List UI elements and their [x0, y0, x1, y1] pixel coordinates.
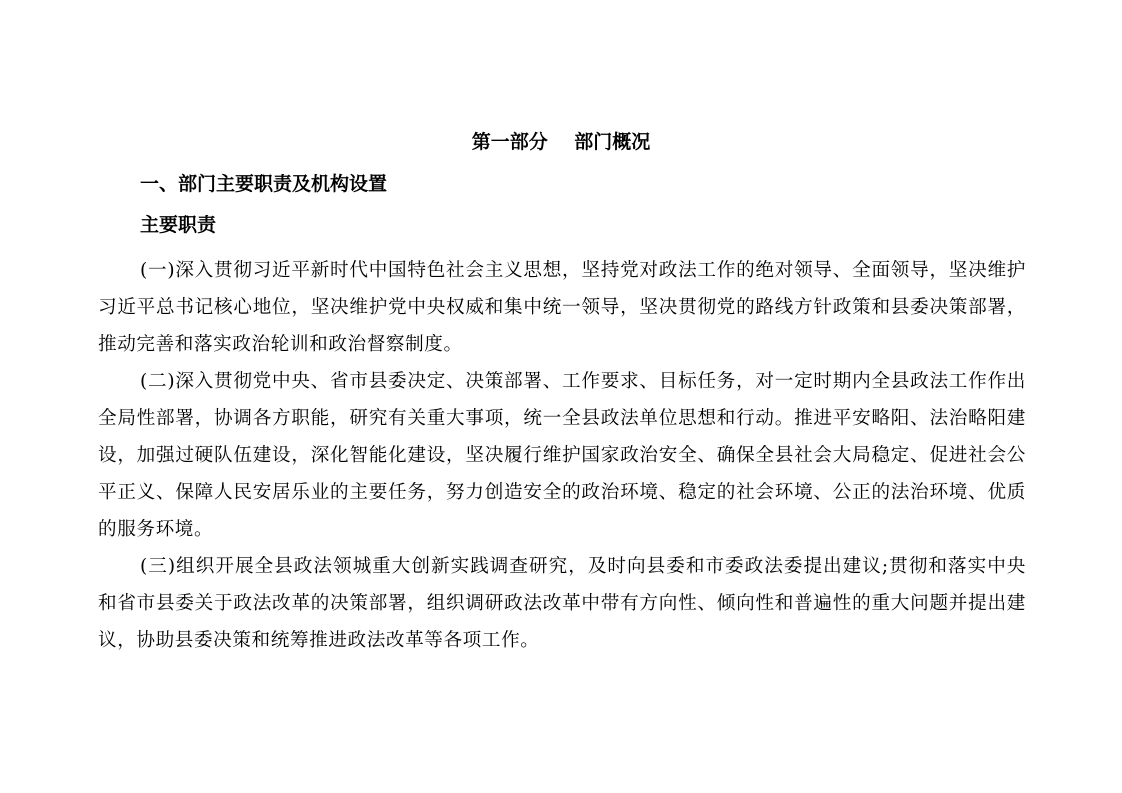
document-body: [98, 252, 1026, 659]
section-heading: 一、部门主要职责及机构设置: [140, 173, 388, 195]
paragraph-duty-1: (一)深入贯彻习近平新时代中国特色社会主义思想，坚持党对政法工作的绝对领导、全面领导，坚决维护习近平总书记核心地位，坚决维护党中央权威和集中统一领导，坚决贯彻党的路线方针政策和县委决策部署，推动完善和落实政治轮训和政治督察制度。: [98, 260, 1026, 355]
part-title: 第一部分 部门概况: [471, 131, 651, 153]
sub-heading: 主要职责: [140, 214, 217, 236]
paragraph-duty-2: (二)深入贯彻党中央、省市县委决定、决策部署、工作要求、目标任务，对一定时期内全县政法工作作出全局性部署，协调各方职能，研究有关重大事项，统一全县政法单位思想和行动。推进平安略阳、法治略阳建设，加强过硬队伍建设，深化智能化建设，坚决履行维护国家政治安全、确保全县社会大局稳定、促进社会公平正义、保障人民安居乐业的主要任务，努力创造安全的政治环境、稳定的社会环境、公正的法治环境、优质的服务环境。: [98, 371, 1026, 540]
paragraph-duty-3: (三)组织开展全县政法领城重大创新实践调查研究，及时向县委和市委政法委提出建议;贯彻和落实中央和省市县委关于政法改革的决策部署，组织调研政法改革中带有方向性、倾向性和普遍性的重大问题并提出建议，协助县委决策和统筹推进政法改革等各项工作。: [98, 556, 1026, 651]
